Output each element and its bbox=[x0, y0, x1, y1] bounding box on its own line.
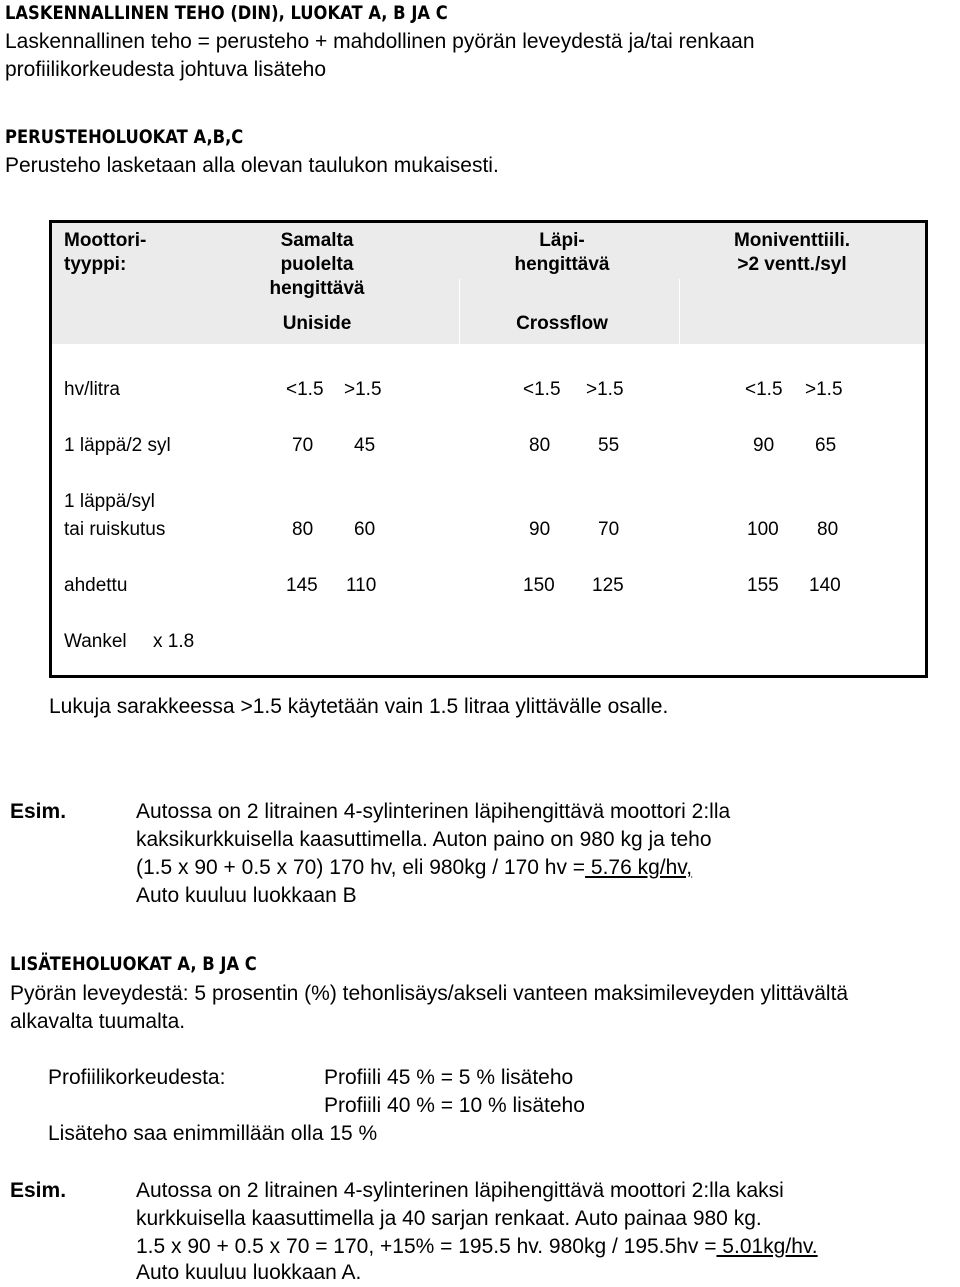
cell: <1.5 bbox=[523, 379, 561, 400]
example1-line2: kaksikurkkuisella kaasuttimella. Auton paino on 980 kg ja teho bbox=[136, 828, 712, 851]
header-multivalve-line2: >2 ventt./syl bbox=[737, 254, 847, 275]
example1-line3 bbox=[136, 854, 692, 882]
header-engine-type-line2: tyyppi: bbox=[64, 254, 127, 275]
header-crossflow-sub: Crossflow bbox=[516, 313, 608, 334]
example2-line4: Auto kuuluu luokkaan A. bbox=[136, 1261, 362, 1284]
header-uniside bbox=[252, 229, 382, 301]
example2-label: Esim. bbox=[10, 1179, 67, 1202]
header-uniside-line2: puolelta bbox=[280, 254, 354, 275]
profile-item-1: Profiili 45 % = 5 % lisäteho bbox=[324, 1066, 574, 1089]
main-heading: LASKENNALLINEN TEHO (DIN), LUOKAT A, B JA C bbox=[5, 2, 448, 24]
cell: 155 bbox=[747, 575, 779, 596]
cell: 65 bbox=[815, 435, 837, 456]
power-table bbox=[49, 220, 928, 678]
header-multivalve-line1: Moniventtiili. bbox=[733, 230, 851, 251]
profile-max: Lisäteho saa enimmillään olla 15 % bbox=[48, 1122, 378, 1145]
cell: 125 bbox=[592, 575, 624, 596]
table-divider-1 bbox=[459, 279, 460, 344]
wheel-line-1: Pyörän leveydestä: 5 prosentin (%) tehonlisäys/akseli vanteen maksimileveyden ylittävältä bbox=[10, 982, 849, 1005]
cell: 80 bbox=[817, 519, 839, 540]
header-crossflow-line1: Läpi- bbox=[539, 230, 585, 251]
row-label-1-lappa-syl: 1 läppä/syl bbox=[64, 491, 155, 512]
example1-result: 5.76 kg/hv, bbox=[585, 856, 693, 879]
header-uniside-line3: hengittävä bbox=[269, 278, 365, 299]
cell: >1.5 bbox=[344, 379, 382, 400]
row-label-1-lappa-2-syl: 1 läppä/2 syl bbox=[64, 435, 171, 456]
header-crossflow bbox=[507, 229, 617, 277]
cell: 90 bbox=[753, 435, 775, 456]
example2-line3-text: 1.5 x 90 + 0.5 x 70 = 170, +15% = 195.5 hv. 980kg / 195.5hv = bbox=[136, 1235, 717, 1258]
header-uniside-sub: Uniside bbox=[282, 313, 352, 334]
cell: 80 bbox=[292, 519, 314, 540]
header-engine-type-line1: Moottori- bbox=[64, 230, 147, 251]
cell: 70 bbox=[598, 519, 620, 540]
example2-result: 5.01kg/hv. bbox=[716, 1235, 818, 1258]
row-label-tai-ruiskutus: tai ruiskutus bbox=[64, 519, 166, 540]
example1-label: Esim. bbox=[10, 800, 67, 823]
row-label-hv-litra: hv/litra bbox=[64, 379, 120, 400]
cell: 45 bbox=[354, 435, 376, 456]
base-class-text: Perusteho lasketaan alla olevan taulukon mukaisesti. bbox=[5, 154, 499, 177]
cell: 140 bbox=[809, 575, 841, 596]
row-label-wankel: Wankel bbox=[64, 631, 127, 652]
cell: >1.5 bbox=[805, 379, 843, 400]
table-note: Lukuja sarakkeessa >1.5 käytetään vain 1.5 litraa ylittävälle osalle. bbox=[49, 695, 669, 718]
intro-line-2: profiilikorkeudesta johtuva lisäteho bbox=[5, 58, 327, 81]
base-class-heading: PERUSTEHOLUOKAT A,B,C bbox=[5, 126, 244, 148]
header-uniside-line1: Samalta bbox=[280, 230, 354, 251]
cell: 55 bbox=[598, 435, 620, 456]
example1-line4: Auto kuuluu luokkaan B bbox=[136, 884, 357, 907]
cell: 70 bbox=[292, 435, 314, 456]
cell: 110 bbox=[346, 575, 377, 596]
cell: 60 bbox=[354, 519, 376, 540]
header-multivalve bbox=[707, 229, 877, 277]
example1-line3-text: (1.5 x 90 + 0.5 x 70) 170 hv, eli 980kg / 170 hv = bbox=[136, 856, 586, 879]
cell: 150 bbox=[523, 575, 555, 596]
header-engine-type bbox=[64, 229, 146, 277]
cell: 90 bbox=[529, 519, 551, 540]
profile-item-2: Profiili 40 % = 10 % lisäteho bbox=[324, 1094, 585, 1117]
example2-line3 bbox=[136, 1233, 818, 1261]
profile-label: Profiilikorkeudesta: bbox=[48, 1066, 226, 1089]
example1-line1: Autossa on 2 litrainen 4-sylinterinen läpihengittävä moottori 2:lla bbox=[136, 800, 731, 823]
cell: 80 bbox=[529, 435, 551, 456]
intro-line-1: Laskennallinen teho = perusteho + mahdollinen pyörän leveydestä ja/tai renkaan bbox=[5, 30, 755, 53]
cell: <1.5 bbox=[286, 379, 324, 400]
example2-line2: kurkkuisella kaasuttimella ja 40 sarjan renkaat. Auto painaa 980 kg. bbox=[136, 1207, 762, 1230]
example2-line1: Autossa on 2 litrainen 4-sylinterinen läpihengittävä moottori 2:lla kaksi bbox=[136, 1179, 784, 1202]
wheel-line-2: alkavalta tuumalta. bbox=[10, 1010, 186, 1033]
cell: 100 bbox=[747, 519, 779, 540]
extra-class-heading: LISÄTEHOLUOKAT A, B JA C bbox=[10, 953, 257, 975]
cell: 145 bbox=[286, 575, 318, 596]
cell: <1.5 bbox=[745, 379, 783, 400]
row-label-ahdettu: ahdettu bbox=[64, 575, 128, 596]
cell: >1.5 bbox=[586, 379, 624, 400]
wankel-value: x 1.8 bbox=[153, 631, 195, 652]
table-divider-2 bbox=[679, 279, 680, 344]
header-crossflow-line2: hengittävä bbox=[514, 254, 610, 275]
